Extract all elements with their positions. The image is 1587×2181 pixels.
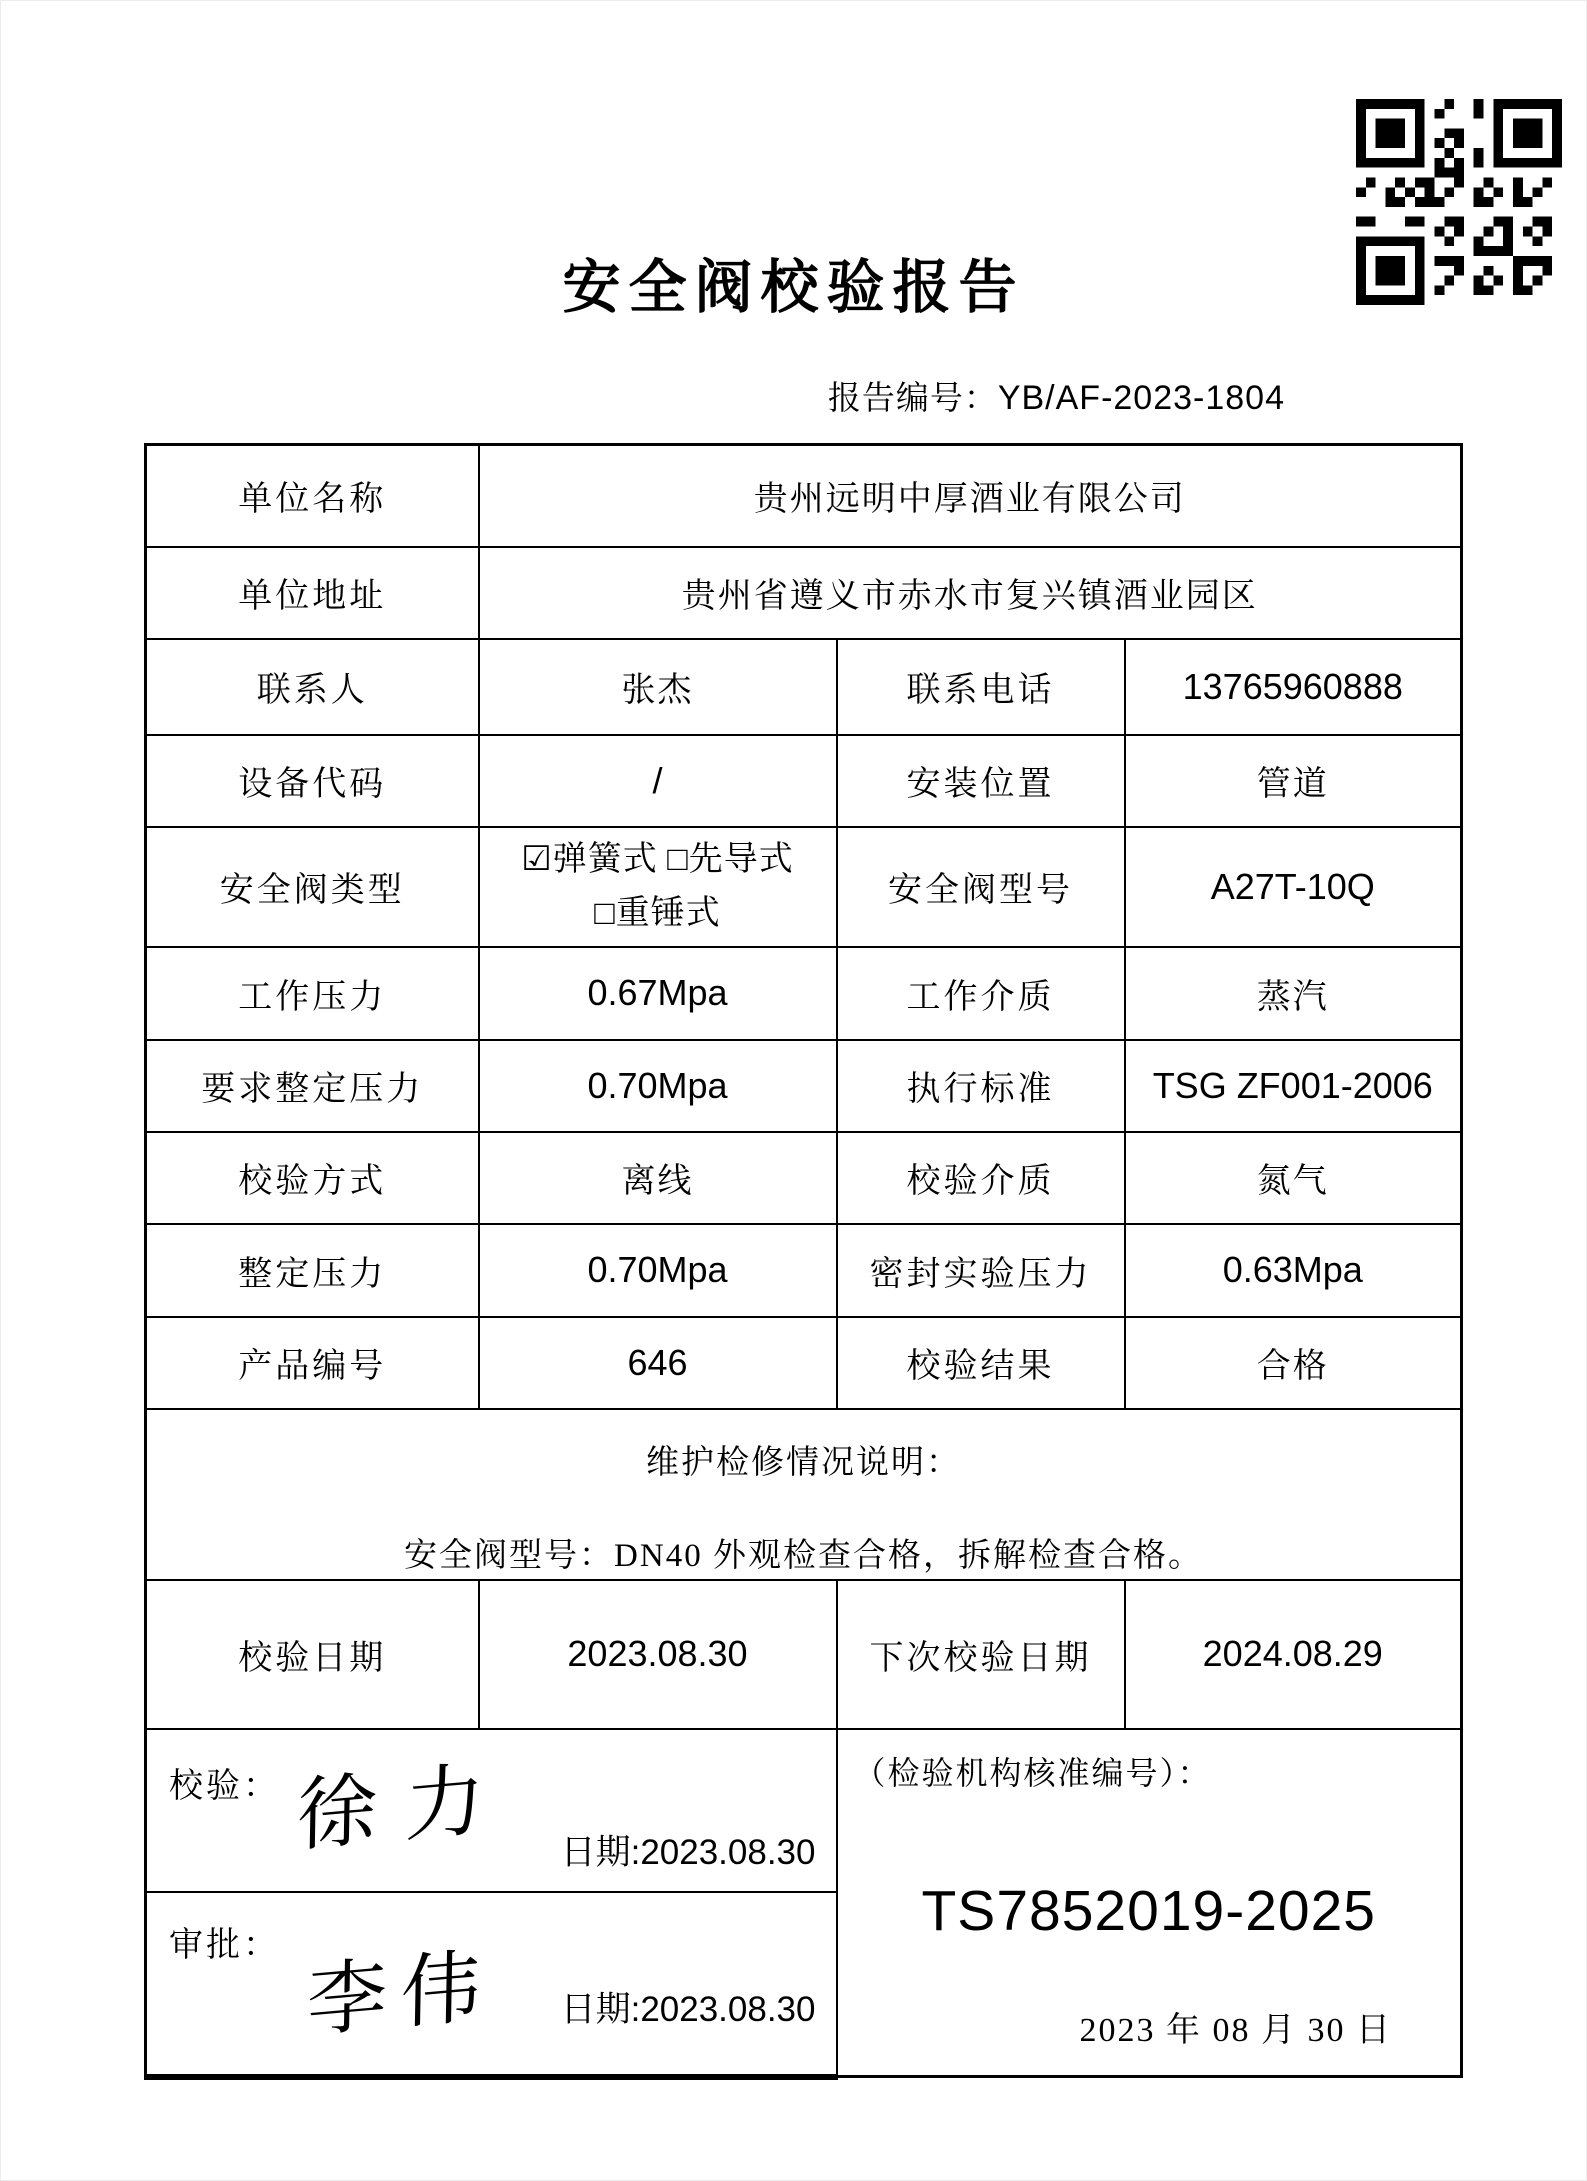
table-row	[146, 639, 1462, 735]
working-pressure-label: 工作压力	[146, 947, 479, 1040]
working-medium-value: 蒸汽	[1125, 947, 1462, 1040]
report-table	[144, 443, 1463, 2080]
contact-phone-label: 联系电话	[837, 639, 1125, 735]
table-row	[146, 547, 1462, 639]
required-set-pressure-label: 要求整定压力	[146, 1040, 479, 1132]
product-number-value: 646	[479, 1317, 837, 1409]
valve-model-value: A27T-10Q	[1125, 827, 1462, 947]
set-pressure-value: 0.70Mpa	[479, 1224, 837, 1317]
table-row	[146, 445, 1462, 547]
report-number-value: YB/AF-2023-1804	[997, 379, 1285, 417]
product-number-label: 产品编号	[146, 1317, 479, 1409]
table-row	[146, 947, 1462, 1040]
unit-address-label: 单位地址	[146, 547, 479, 639]
unit-address-value: 贵州省遵义市赤水市复兴镇酒业园区	[479, 547, 1462, 639]
approver-label: 审批：	[169, 1926, 280, 1964]
contact-person-value: 张杰	[479, 639, 837, 735]
approval-date: 2023 年 08 月 30 日	[1079, 2012, 1393, 2049]
calibration-date-label: 校验日期	[146, 1580, 479, 1729]
calibration-medium-label: 校验介质	[837, 1132, 1125, 1224]
calibrator-date: 日期:2023.08.30	[560, 1832, 816, 1872]
next-calibration-date-label: 下次校验日期	[837, 1580, 1125, 1729]
calibration-medium-value: 氮气	[1125, 1132, 1462, 1224]
table-row	[146, 1729, 1462, 1892]
table-row	[146, 1580, 1462, 1729]
table-row	[146, 1409, 1462, 1580]
contact-person-label: 联系人	[146, 639, 479, 735]
calibration-method-value: 离线	[479, 1132, 837, 1224]
valve-type-options	[479, 827, 837, 947]
device-code-label: 设备代码	[146, 735, 479, 827]
standard-value: TSG ZF001-2006	[1125, 1040, 1462, 1132]
report-number-label: 报告编号：	[827, 381, 998, 417]
seal-test-pressure-label: 密封实验压力	[837, 1224, 1125, 1317]
org-approval-cell	[837, 1729, 1462, 2077]
required-set-pressure-value: 0.70Mpa	[479, 1040, 837, 1132]
install-position-value: 管道	[1125, 735, 1462, 827]
set-pressure-label: 整定压力	[146, 1224, 479, 1317]
table-row	[146, 1317, 1462, 1409]
next-calibration-date-value: 2024.08.29	[1125, 1580, 1462, 1729]
calibration-date-value: 2023.08.30	[479, 1580, 837, 1729]
valve-type-options-line1: ☑弹簧式 □先导式	[521, 840, 794, 878]
page-title: 安全阀校验报告	[562, 255, 1025, 320]
unit-name-value: 贵州远明中厚酒业有限公司	[479, 445, 1462, 547]
table-row	[146, 735, 1462, 827]
approver-signature: 李伟	[306, 1942, 496, 2047]
org-code-value: TS7852019-2025	[921, 1878, 1377, 1943]
valve-type-options-line2: □重锤式	[594, 894, 721, 932]
calibrator-signature: 徐力	[296, 1753, 514, 1862]
approver-cell	[146, 1892, 837, 2077]
approver-date: 日期:2023.08.30	[560, 1989, 816, 2029]
device-code-value: /	[479, 735, 837, 827]
table-row	[146, 1040, 1462, 1132]
standard-label: 执行标准	[837, 1040, 1125, 1132]
table-row	[146, 1224, 1462, 1317]
unit-name-label: 单位名称	[146, 445, 479, 547]
maintenance-cell	[146, 1409, 1462, 1580]
install-position-label: 安装位置	[837, 735, 1125, 827]
table-row	[146, 1132, 1462, 1224]
calibrator-label: 校验：	[169, 1767, 280, 1805]
working-medium-label: 工作介质	[837, 947, 1125, 1040]
maintenance-title: 维护检修情况说明：	[646, 1445, 961, 1481]
seal-test-pressure-value: 0.63Mpa	[1125, 1224, 1462, 1317]
calibration-method-label: 校验方式	[146, 1132, 479, 1224]
org-code-label: （检验机构核准编号）：	[853, 1754, 1212, 1791]
report-number	[145, 372, 1285, 419]
calibrator-cell	[146, 1729, 837, 1892]
calibration-result-label: 校验结果	[837, 1317, 1125, 1409]
maintenance-detail: 安全阀型号：DN40 外观检查合格，拆解检查合格。	[404, 1538, 1203, 1574]
table-row	[146, 827, 1462, 947]
valve-model-label: 安全阀型号	[837, 827, 1125, 947]
working-pressure-value: 0.67Mpa	[479, 947, 837, 1040]
contact-phone-value: 13765960888	[1125, 639, 1462, 735]
valve-type-label: 安全阀类型	[146, 827, 479, 947]
calibration-result-value: 合格	[1125, 1317, 1462, 1409]
